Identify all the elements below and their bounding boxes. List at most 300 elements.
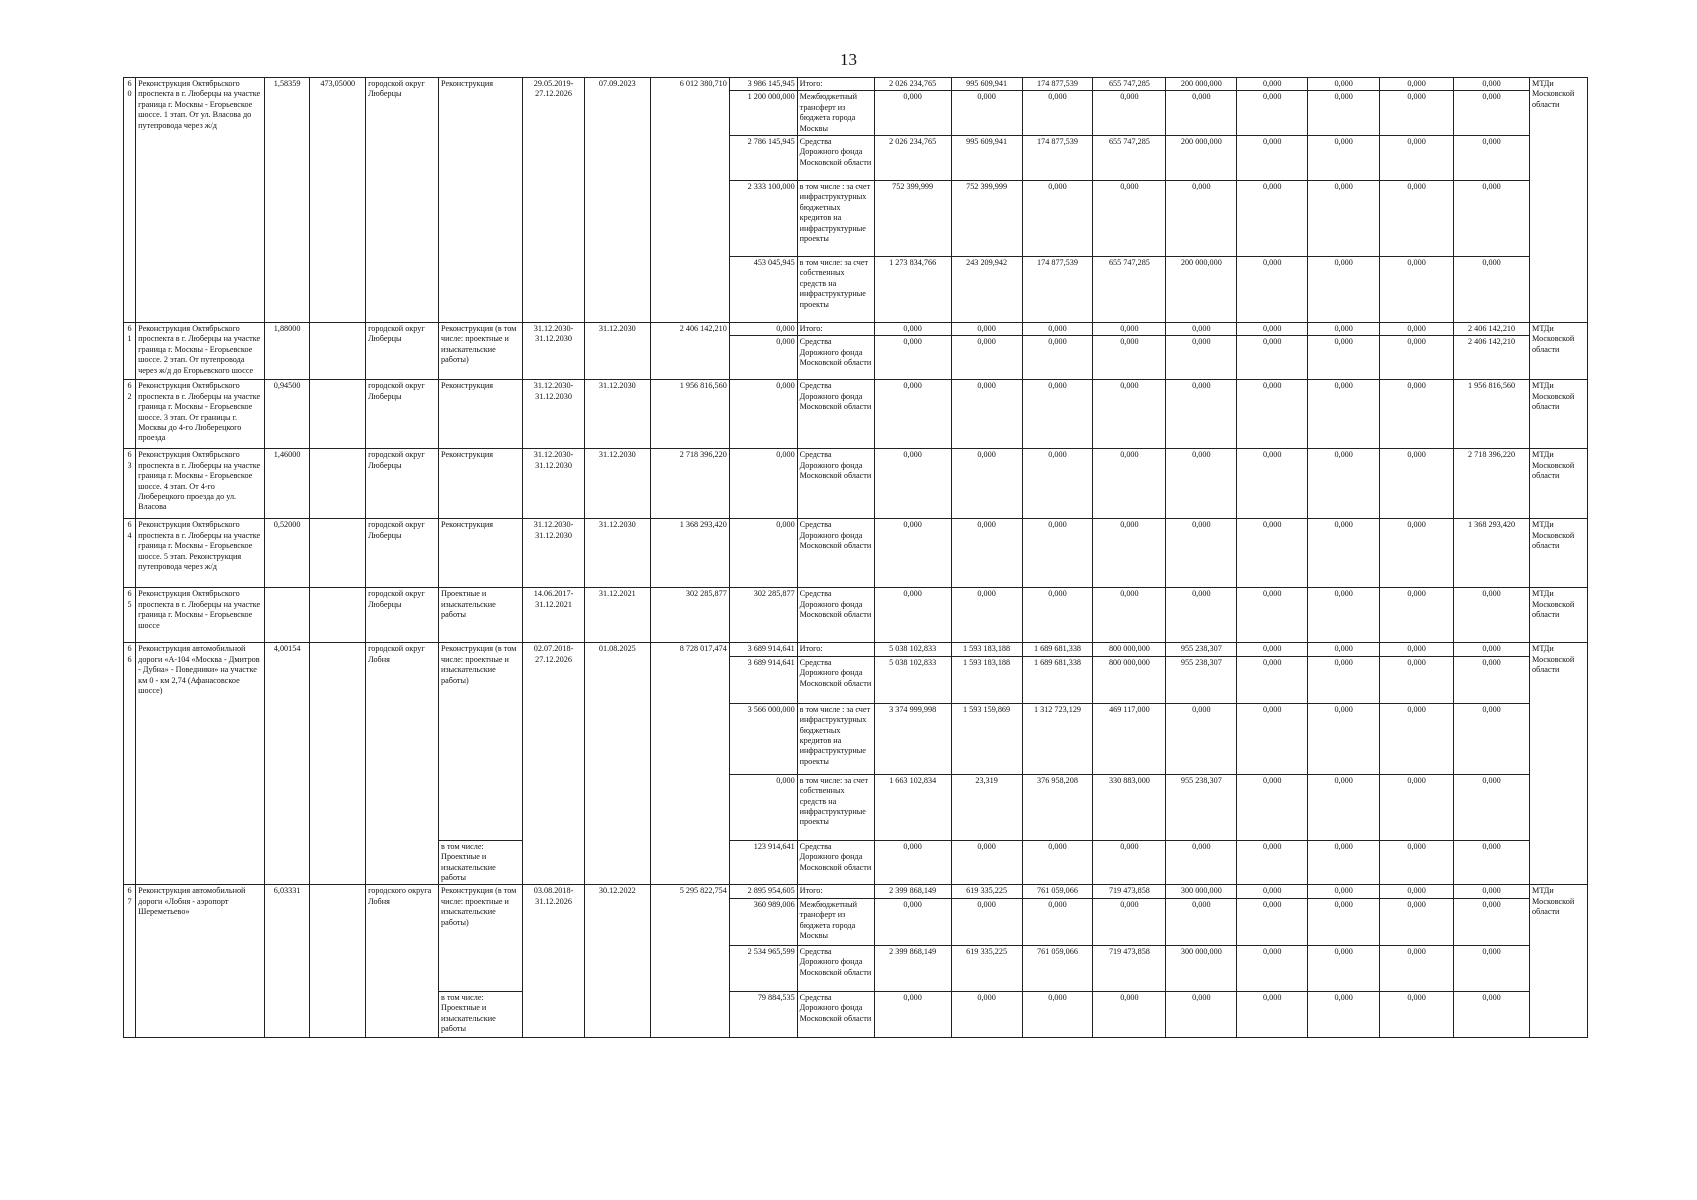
length-km: 1,58359 — [264, 78, 310, 323]
funding-value: 0,000 — [1454, 840, 1530, 885]
funding-value: 0,000 — [1308, 91, 1380, 136]
work-type: Проектные и изыскательские работы — [439, 588, 523, 643]
row-number: 61 — [124, 323, 136, 380]
financed-amount: 2 534 965,599 — [729, 945, 797, 991]
funding-value: 0,000 — [1308, 898, 1380, 945]
funding-source: Средства Дорожного фонда Московской области — [797, 945, 874, 991]
funding-value: 0,000 — [1380, 136, 1454, 181]
work-period: 03.08.2018-31.12.2026 — [523, 885, 585, 1037]
funding-value: 300 000,000 — [1166, 885, 1237, 898]
funding-value: 2 406 142,210 — [1454, 323, 1530, 336]
funding-value: 0,000 — [1380, 78, 1454, 91]
funding-value: 0,000 — [1022, 519, 1093, 588]
object-name: Реконструкция Октябрьского проспекта в г. Люберцы на участке граница г. Москвы - Егорьевское шоссе. 4 этап. От 4-го Люберецкого проезда до ул. Власова — [136, 449, 265, 519]
funding-value: 0,000 — [874, 91, 951, 136]
completion-date: 31.12.2030 — [584, 323, 650, 380]
municipality: городской округ Люберцы — [366, 519, 439, 588]
funding-value: 2 399 868,149 — [874, 945, 951, 991]
length-km: 1,88000 — [264, 323, 310, 380]
table-row — [124, 78, 1588, 91]
completion-date: 07.09.2023 — [584, 78, 650, 323]
funding-value: 0,000 — [1308, 257, 1380, 323]
funding-value: 200 000,000 — [1166, 257, 1237, 323]
financed-amount: 360 989,006 — [729, 898, 797, 945]
object-cost: 8 728 017,474 — [650, 643, 729, 885]
funding-value: 0,000 — [1380, 323, 1454, 336]
funding-value: 761 059,066 — [1022, 945, 1093, 991]
funding-value: 0,000 — [951, 991, 1022, 1037]
funding-value: 0,000 — [1454, 78, 1530, 91]
funding-value: 0,000 — [1237, 991, 1308, 1037]
work-type: Реконструкция (в том числе: проектные и изыскательские работы) — [439, 885, 523, 991]
funding-value: 800 000,000 — [1093, 643, 1166, 656]
funding-source: Итого: — [797, 323, 874, 336]
funding-value: 0,000 — [1454, 991, 1530, 1037]
funding-source: Средства Дорожного фонда Московской области — [797, 588, 874, 643]
funding-value: 0,000 — [874, 380, 951, 449]
funding-source: Итого: — [797, 885, 874, 898]
funding-value: 0,000 — [1380, 380, 1454, 449]
funding-value: 1 593 183,188 — [951, 656, 1022, 703]
table-row — [124, 380, 1588, 449]
table-row — [124, 588, 1588, 643]
financed-amount: 0,000 — [729, 380, 797, 449]
executor: МТДи Московской области — [1530, 885, 1588, 1037]
funding-value: 2 718 396,220 — [1454, 449, 1530, 519]
municipality: городской округ Лобня — [366, 643, 439, 885]
funding-value: 0,000 — [1454, 656, 1530, 703]
municipality: городской округ Люберцы — [366, 449, 439, 519]
funding-value: 0,000 — [1237, 257, 1308, 323]
area-value — [310, 588, 366, 643]
funding-value: 300 000,000 — [1166, 945, 1237, 991]
funding-value: 0,000 — [1308, 945, 1380, 991]
completion-date: 31.12.2030 — [584, 380, 650, 449]
table-row — [124, 643, 1588, 656]
funding-value: 0,000 — [1380, 257, 1454, 323]
funding-value: 0,000 — [1022, 91, 1093, 136]
funding-value: 1 312 723,129 — [1022, 703, 1093, 774]
funding-source: в том числе : за счет инфраструктурных бюджетных кредитов на инфраструктурные проекты — [797, 703, 874, 774]
funding-value: 1 593 183,188 — [951, 643, 1022, 656]
funding-value: 0,000 — [1093, 519, 1166, 588]
funding-value: 619 335,225 — [951, 885, 1022, 898]
funding-value: 0,000 — [1237, 136, 1308, 181]
funding-value: 0,000 — [1454, 898, 1530, 945]
funding-value: 0,000 — [1454, 774, 1530, 840]
table-row — [124, 323, 1588, 336]
funding-source: Средства Дорожного фонда Московской области — [797, 519, 874, 588]
object-cost: 1 368 293,420 — [650, 519, 729, 588]
funding-value: 719 473,858 — [1093, 945, 1166, 991]
funding-value: 0,000 — [1237, 519, 1308, 588]
length-km — [264, 588, 310, 643]
funding-value: 955 238,307 — [1166, 643, 1237, 656]
row-number: 60 — [124, 78, 136, 323]
funding-value: 619 335,225 — [951, 945, 1022, 991]
funding-value: 0,000 — [1022, 840, 1093, 885]
funding-value: 0,000 — [1308, 323, 1380, 336]
funding-value: 0,000 — [1166, 91, 1237, 136]
municipality: городской округ Люберцы — [366, 323, 439, 380]
funding-value: 0,000 — [1380, 885, 1454, 898]
financed-amount: 3 986 145,945 — [729, 78, 797, 91]
funding-value: 0,000 — [1022, 991, 1093, 1037]
funding-value: 200 000,000 — [1166, 136, 1237, 181]
area-value — [310, 380, 366, 449]
length-km: 1,46000 — [264, 449, 310, 519]
funding-value: 0,000 — [1237, 78, 1308, 91]
sub-work-type: в том числе: Проектные и изыскательские работы — [439, 991, 523, 1037]
funding-value: 0,000 — [1454, 643, 1530, 656]
funding-value: 0,000 — [1308, 885, 1380, 898]
financed-amount: 3 689 914,641 — [729, 656, 797, 703]
work-type: Реконструкция — [439, 519, 523, 588]
funding-value: 200 000,000 — [1166, 78, 1237, 91]
funding-value: 0,000 — [1308, 136, 1380, 181]
funding-value: 0,000 — [1308, 519, 1380, 588]
length-km: 4,00154 — [264, 643, 310, 885]
funding-value: 23,319 — [951, 774, 1022, 840]
funding-value: 0,000 — [1380, 991, 1454, 1037]
municipality: городской округ Люберцы — [366, 588, 439, 643]
funding-value: 0,000 — [951, 840, 1022, 885]
funding-value: 0,000 — [1022, 181, 1093, 257]
funding-value: 0,000 — [1380, 656, 1454, 703]
funding-value: 0,000 — [1237, 945, 1308, 991]
work-period: 02.07.2018-27.12.2026 — [523, 643, 585, 885]
funding-value: 330 883,000 — [1093, 774, 1166, 840]
financed-amount: 123 914,641 — [729, 840, 797, 885]
municipality: городской округ Люберцы — [366, 380, 439, 449]
row-number: 66 — [124, 643, 136, 885]
object-name: Реконструкция Октябрьского проспекта в г. Люберцы на участке граница г. Москвы - Егорьевское шоссе. 3 этап. От границы г. Москвы до 4-го Люберецкого проезда — [136, 380, 265, 449]
work-type: Реконструкция — [439, 380, 523, 449]
funding-source: Межбюджетный трансферт из бюджета города Москвы — [797, 91, 874, 136]
funding-value: 0,000 — [1308, 840, 1380, 885]
object-cost: 6 012 380,710 — [650, 78, 729, 323]
funding-value: 0,000 — [1093, 91, 1166, 136]
object-cost: 5 295 822,754 — [650, 885, 729, 1037]
municipality: городского округа Лобня — [366, 885, 439, 1037]
funding-value: 1 273 834,766 — [874, 257, 951, 323]
funding-value: 0,000 — [951, 323, 1022, 336]
program-table — [123, 77, 1588, 1038]
table-row — [124, 449, 1588, 519]
funding-value: 0,000 — [1166, 380, 1237, 449]
funding-value: 0,000 — [1454, 91, 1530, 136]
completion-date: 31.12.2030 — [584, 519, 650, 588]
funding-value: 0,000 — [874, 898, 951, 945]
funding-value: 469 117,000 — [1093, 703, 1166, 774]
financed-amount: 3 689 914,641 — [729, 643, 797, 656]
funding-value: 719 473,858 — [1093, 885, 1166, 898]
funding-source: в том числе: за счет собственных средств на инфраструктурные проекты — [797, 257, 874, 323]
funding-value: 0,000 — [1166, 898, 1237, 945]
funding-value: 0,000 — [1022, 449, 1093, 519]
funding-value: 0,000 — [1454, 257, 1530, 323]
funding-value: 0,000 — [1093, 588, 1166, 643]
funding-source: Средства Дорожного фонда Московской области — [797, 380, 874, 449]
funding-value: 0,000 — [1237, 643, 1308, 656]
funding-value: 0,000 — [1166, 181, 1237, 257]
funding-value: 3 374 999,998 — [874, 703, 951, 774]
completion-date: 01.08.2025 — [584, 643, 650, 885]
funding-value: 0,000 — [1093, 380, 1166, 449]
funding-value: 0,000 — [1237, 656, 1308, 703]
funding-value: 0,000 — [1380, 181, 1454, 257]
financed-amount: 79 884,535 — [729, 991, 797, 1037]
funding-value: 0,000 — [1237, 840, 1308, 885]
funding-value: 1 689 681,338 — [1022, 656, 1093, 703]
area-value — [310, 449, 366, 519]
completion-date: 30.12.2022 — [584, 885, 650, 1037]
municipality: городской округ Люберцы — [366, 78, 439, 323]
funding-value: 995 609,941 — [951, 78, 1022, 91]
financed-amount: 2 895 954,605 — [729, 885, 797, 898]
funding-value: 0,000 — [1380, 519, 1454, 588]
funding-source: Средства Дорожного фонда Московской области — [797, 449, 874, 519]
table-row — [124, 519, 1588, 588]
funding-source: Итого: — [797, 643, 874, 656]
funding-source: Средства Дорожного фонда Московской области — [797, 336, 874, 380]
executor: МТДи Московской области — [1530, 519, 1588, 588]
area-value — [310, 519, 366, 588]
funding-value: 0,000 — [1454, 181, 1530, 257]
funding-value: 5 038 102,833 — [874, 643, 951, 656]
funding-source: в том числе: за счет собственных средств на инфраструктурные проекты — [797, 774, 874, 840]
financed-amount: 302 285,877 — [729, 588, 797, 643]
funding-value: 0,000 — [1022, 380, 1093, 449]
funding-value: 0,000 — [1093, 840, 1166, 885]
completion-date: 31.12.2021 — [584, 588, 650, 643]
funding-value: 0,000 — [1093, 991, 1166, 1037]
funding-value: 0,000 — [1308, 991, 1380, 1037]
funding-value: 0,000 — [951, 588, 1022, 643]
funding-value: 0,000 — [1308, 181, 1380, 257]
funding-value: 0,000 — [1166, 336, 1237, 380]
funding-value: 0,000 — [1308, 380, 1380, 449]
financed-amount: 0,000 — [729, 336, 797, 380]
funding-value: 376 958,208 — [1022, 774, 1093, 840]
funding-value: 0,000 — [1237, 336, 1308, 380]
work-period: 31.12.2030-31.12.2030 — [523, 323, 585, 380]
executor: МТДи Московской области — [1530, 380, 1588, 449]
row-number: 65 — [124, 588, 136, 643]
financed-amount: 453 045,945 — [729, 257, 797, 323]
funding-value: 0,000 — [1166, 991, 1237, 1037]
funding-value: 0,000 — [951, 336, 1022, 380]
funding-value: 0,000 — [1380, 840, 1454, 885]
funding-value: 0,000 — [1237, 380, 1308, 449]
funding-value: 2 399 868,149 — [874, 885, 951, 898]
funding-value: 655 747,285 — [1093, 78, 1166, 91]
funding-value: 0,000 — [1166, 519, 1237, 588]
funding-value: 0,000 — [1308, 703, 1380, 774]
funding-value: 2 026 234,765 — [874, 136, 951, 181]
funding-source: Средства Дорожного фонда Московской области — [797, 840, 874, 885]
funding-value: 0,000 — [1454, 703, 1530, 774]
funding-value: 0,000 — [1308, 336, 1380, 380]
funding-value: 800 000,000 — [1093, 656, 1166, 703]
funding-value: 0,000 — [951, 380, 1022, 449]
funding-value: 2 406 142,210 — [1454, 336, 1530, 380]
funding-value: 0,000 — [1308, 656, 1380, 703]
area-value — [310, 885, 366, 1037]
funding-value: 0,000 — [1237, 323, 1308, 336]
funding-value: 0,000 — [951, 519, 1022, 588]
work-type: Реконструкция — [439, 78, 523, 323]
funding-value: 0,000 — [1237, 181, 1308, 257]
funding-value: 0,000 — [1166, 588, 1237, 643]
funding-value: 0,000 — [1237, 449, 1308, 519]
work-type: Реконструкция — [439, 449, 523, 519]
funding-value: 0,000 — [1380, 945, 1454, 991]
funding-value: 752 399,999 — [874, 181, 951, 257]
length-km: 0,94500 — [264, 380, 310, 449]
funding-value: 0,000 — [1166, 703, 1237, 774]
work-type: Реконструкция (в том числе: проектные и изыскательские работы) — [439, 643, 523, 840]
financed-amount: 1 200 000,000 — [729, 91, 797, 136]
funding-value: 0,000 — [1454, 588, 1530, 643]
funding-value: 0,000 — [874, 519, 951, 588]
funding-value: 655 747,285 — [1093, 136, 1166, 181]
funding-value: 0,000 — [1022, 898, 1093, 945]
funding-value: 0,000 — [1022, 323, 1093, 336]
page-number: 13 — [840, 50, 857, 69]
funding-value: 0,000 — [874, 449, 951, 519]
funding-value: 0,000 — [1454, 885, 1530, 898]
financed-amount: 2 786 145,945 — [729, 136, 797, 181]
funding-value: 174 877,539 — [1022, 257, 1093, 323]
funding-value: 995 609,941 — [951, 136, 1022, 181]
executor: МТДи Московской области — [1530, 643, 1588, 885]
funding-value: 0,000 — [1308, 588, 1380, 643]
financed-amount: 2 333 100,000 — [729, 181, 797, 257]
table-row — [124, 885, 1588, 898]
funding-value: 0,000 — [1237, 898, 1308, 945]
funding-value: 0,000 — [1166, 323, 1237, 336]
executor: МТДи Московской области — [1530, 449, 1588, 519]
work-type: Реконструкция (в том числе: проектные и изыскательские работы) — [439, 323, 523, 380]
funding-value: 0,000 — [951, 449, 1022, 519]
funding-value: 0,000 — [874, 840, 951, 885]
funding-value: 761 059,066 — [1022, 885, 1093, 898]
object-cost: 2 406 142,210 — [650, 323, 729, 380]
funding-source: Средства Дорожного фонда Московской области — [797, 991, 874, 1037]
funding-value: 1 368 293,420 — [1454, 519, 1530, 588]
funding-value: 0,000 — [1237, 588, 1308, 643]
funding-value: 752 399,999 — [951, 181, 1022, 257]
funding-value: 955 238,307 — [1166, 774, 1237, 840]
funding-value: 174 877,539 — [1022, 136, 1093, 181]
area-value — [310, 323, 366, 380]
funding-value: 0,000 — [1237, 91, 1308, 136]
funding-value: 1 956 816,560 — [1454, 380, 1530, 449]
row-number: 67 — [124, 885, 136, 1037]
funding-value: 655 747,285 — [1093, 257, 1166, 323]
funding-value: 0,000 — [1380, 643, 1454, 656]
funding-value: 0,000 — [1022, 336, 1093, 380]
sub-work-type: в том числе: Проектные и изыскательские работы — [439, 840, 523, 885]
funding-value: 0,000 — [1093, 449, 1166, 519]
funding-source: Межбюджетный трансферт из бюджета города Москвы — [797, 898, 874, 945]
completion-date: 31.12.2030 — [584, 449, 650, 519]
object-name: Реконструкция Октябрьского проспекта в г. Люберцы на участке граница г. Москвы - Егорьевское шоссе — [136, 588, 265, 643]
financed-amount: 3 566 000,000 — [729, 703, 797, 774]
funding-source: Средства Дорожного фонда Московской области — [797, 656, 874, 703]
work-period: 31.12.2030-31.12.2030 — [523, 449, 585, 519]
funding-source: Средства Дорожного фонда Московской области — [797, 136, 874, 181]
area-value — [310, 643, 366, 885]
work-period: 14.06.2017-31.12.2021 — [523, 588, 585, 643]
executor: МТДи Московской области — [1530, 588, 1588, 643]
funding-value: 0,000 — [1380, 336, 1454, 380]
financed-amount: 0,000 — [729, 774, 797, 840]
funding-value: 0,000 — [1093, 323, 1166, 336]
row-number: 62 — [124, 380, 136, 449]
funding-value: 243 209,942 — [951, 257, 1022, 323]
object-cost: 1 956 816,560 — [650, 380, 729, 449]
financed-amount: 0,000 — [729, 449, 797, 519]
funding-value: 955 238,307 — [1166, 656, 1237, 703]
object-name: Реконструкция Октябрьского проспекта в г. Люберцы на участке граница г. Москвы - Егорьевское шоссе. 5 этап. Реконструкция путепровода через ж/д — [136, 519, 265, 588]
funding-value: 1 593 159,869 — [951, 703, 1022, 774]
object-cost: 2 718 396,220 — [650, 449, 729, 519]
funding-value: 2 026 234,765 — [874, 78, 951, 91]
object-name: Реконструкция Октябрьского проспекта в г. Люберцы на участке граница г. Москвы - Егорьевское шоссе. 2 этап. От путепровода через ж/д до Егорьевского шоссе — [136, 323, 265, 380]
funding-value: 0,000 — [951, 91, 1022, 136]
work-period: 29.05.2019-27.12.2026 — [523, 78, 585, 323]
financed-amount: 0,000 — [729, 519, 797, 588]
object-name: Реконструкция Октябрьского проспекта в г. Люберцы на участке граница г. Москвы - Егорьевское шоссе. 1 этап. От ул. Власова до путепровода через ж/д — [136, 78, 265, 323]
work-period: 31.12.2030-31.12.2030 — [523, 519, 585, 588]
funding-value: 0,000 — [1454, 136, 1530, 181]
funding-value: 0,000 — [874, 323, 951, 336]
funding-value: 174 877,539 — [1022, 78, 1093, 91]
funding-value: 0,000 — [1308, 643, 1380, 656]
object-cost: 302 285,877 — [650, 588, 729, 643]
executor: МТДи Московской области — [1530, 78, 1588, 323]
funding-value: 0,000 — [1308, 449, 1380, 519]
funding-value: 0,000 — [1022, 588, 1093, 643]
funding-source: Итого: — [797, 78, 874, 91]
funding-value: 0,000 — [1380, 91, 1454, 136]
financed-amount: 0,000 — [729, 323, 797, 336]
funding-value: 0,000 — [1166, 449, 1237, 519]
funding-value: 0,000 — [1380, 449, 1454, 519]
executor: МТДи Московской области — [1530, 323, 1588, 380]
funding-value: 0,000 — [1308, 78, 1380, 91]
funding-value: 0,000 — [1380, 703, 1454, 774]
object-name: Реконструкция автомобильной дороги «Лобня - аэропорт Шереметьево» — [136, 885, 265, 1037]
funding-value: 0,000 — [1380, 588, 1454, 643]
area-value: 473,05000 — [310, 78, 366, 323]
funding-value: 5 038 102,833 — [874, 656, 951, 703]
funding-source: в том числе : за счет инфраструктурных бюджетных кредитов на инфраструктурные проекты — [797, 181, 874, 257]
funding-value: 0,000 — [874, 588, 951, 643]
row-number: 63 — [124, 449, 136, 519]
length-km: 0,52000 — [264, 519, 310, 588]
funding-value: 0,000 — [1237, 885, 1308, 898]
funding-value: 0,000 — [1237, 774, 1308, 840]
funding-value: 0,000 — [951, 898, 1022, 945]
work-period: 31.12.2030-31.12.2030 — [523, 380, 585, 449]
funding-value: 0,000 — [1093, 181, 1166, 257]
funding-value: 0,000 — [1380, 774, 1454, 840]
length-km: 6,03331 — [264, 885, 310, 1037]
funding-value: 0,000 — [874, 991, 951, 1037]
